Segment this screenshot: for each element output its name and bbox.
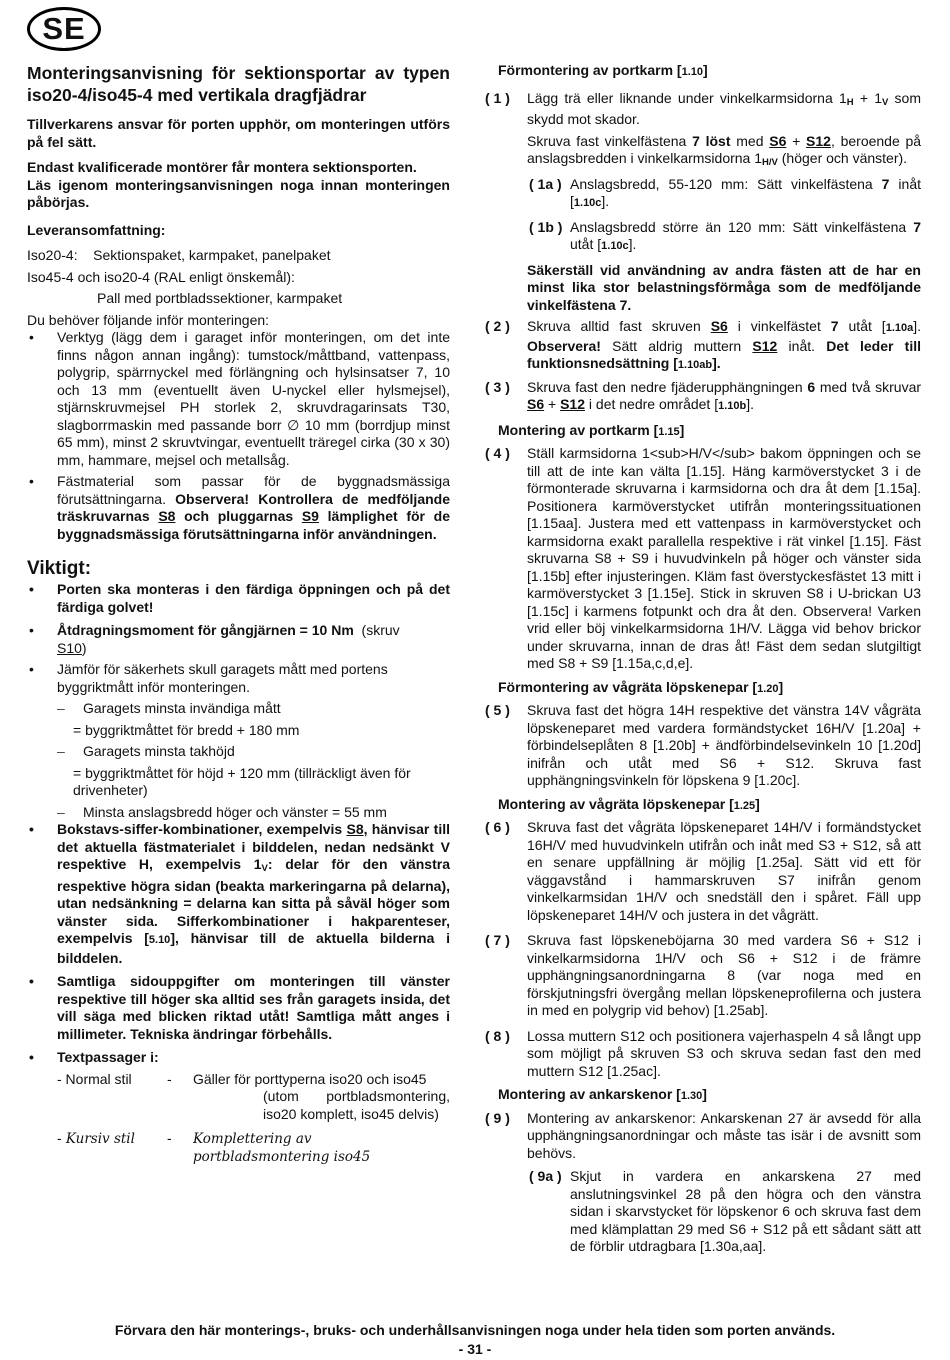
dim-stop-width: – Minsta anslagsbredd höger och vänster = 55 mm: [27, 804, 450, 822]
step-6: ( 6 ) Skruva fast det vågräta löpskeneparet 14H/V i formändstycket 16H/V med huvudvinkeln utifrån och inåt med S3 + S12, så att en senare uppfällning är möjlig [1.25a]. Sätt vid ett för väggavstånd i hammarskruven S7 inifrån genom vinkelkarmsidan 1H/V och snedställ den i spåret. Fäll upp löpskeneparet 14H/V och justera in det vågrätt.: [485, 819, 921, 923]
fastener-bullet: • Fästmaterial som passar för de byggnadsmässiga förutsättningarna. Observera! Kontrollera de medföljande träskruvarnas S8 och pluggarnas S9 lämplighet för de byggnadsmässiga förutsättningarna inför användningen.: [27, 473, 450, 543]
tools-bullet: • Verktyg (lägg dem i garaget inför monteringen, om det inte finns någon annan ingång): tumstock/måttband, vattenpass, polygrip, spärrnyckel med förlängning och hylsinsatser 7, 10 och 13 mm (eventuellt även U-nyckel eller hylsmejsel), stjärnskruvmejsel PH storlek 2, skruvdragarinsats T30, slagborrmaskin med passande borr ∅ 10 mm (borrdjup minst 65 mm), minst 2 skruvtvingar, eventuellt träregel cirka (30 x 30) mm, hammare, mejsel och metallsåg.: [27, 329, 450, 469]
language-badge: SE: [27, 7, 101, 51]
important-item-finished-opening: • Porten ska monteras i den färdiga öppningen och på det färdiga golvet!: [27, 581, 450, 616]
section-frame-premount: Förmontering av portkarm [1.10]: [498, 62, 708, 78]
step-1b: ( 1b ) Anslagsbredd större än 120 mm: Sätt vinkelfästena 7 utåt [1.10c].: [529, 218, 921, 252]
text-style-normal: - Normal stil - Gäller för porttyperna iso20 och iso45 (utom portbladsmontering, iso20 komplett, iso45 delvis): [57, 1070, 450, 1122]
important-item-torque: • Åtdragningsmoment för gångjärnen = 10 Nm (skruv S10): [27, 622, 450, 657]
section-track-premount: Förmontering av vågräta löpskenepar [1.20]: [498, 678, 784, 695]
important-item-codes: • Bokstavs-siffer-kombinationer, exempelvis S8, hänvisar till det aktuella fästmaterialet i bilddelen, nedan nedsänkt V respektive H, exempelvis $1_V$: delar för den vänstra respektive högra sidan (beakta markeringarna på delarna), utan nedsänkning = delarna kan sitta på såväl höger som vänster sida. Sifferkombinationer i hakparenteser, exempelvis [5.10], hänvisar till de aktuella bilderna i bilddelen.: [27, 821, 450, 967]
step-1: ( 1 ) Lägg trä eller liknande under vinkelkarmsidorna $1_H + 1_V$ som skydd mot skador.: [485, 89, 921, 127]
delivery-iso20: Iso20-4: Sektionspaket, karmpaket, panelpaket: [27, 247, 331, 263]
step-2: ( 2 ) Skruva alltid fast skruven S6 i vinkelfästet 7 utåt [1.10a]. Observera! Sätt aldrig muttern S12 inåt. Det leder till funktionsnedsättning [1.10ab].: [485, 318, 922, 371]
section-frame-mount: Montering av portkarm [1.15]: [498, 421, 685, 438]
important-heading: Viktigt:: [27, 558, 92, 579]
delivery-iso45: Iso45-4 och iso20-4 (RAL enligt önskemål):: [27, 268, 295, 285]
right-column: [480, 62, 921, 1256]
section-track-mount: Montering av vågräta löpskenepar [1.25]: [498, 795, 760, 812]
tools-list: [27, 329, 450, 543]
delivery-heading: Leveransomfattning:: [27, 221, 166, 238]
step-7: ( 7 ) Skruva fast löpskeneböjarna 30 med vardera S6 + S12 i vinkelkarmsidorna 1H/V och S6 + S12 i de främre upphängningsanordningarna 8 (var noga med en förskjutningsfri övergång mellan löpskeneprofilerna och justera in med en polygrip vid behov) [1.25ab].: [485, 932, 921, 1018]
intro-read: Läs igenom monteringsanvisningen noga innan monteringen påbörjas.: [27, 176, 450, 210]
document-title: Monteringsanvisning för sektionsportar av typen iso20-4/iso45-4 med vertikala dragfjädrar: [27, 63, 450, 105]
important-item-compare: • Jämför för säkerhets skull garagets mått med portens byggriktmått inför monteringen.: [27, 661, 450, 696]
important-item-text-styles: • Textpassager i:: [27, 1049, 450, 1067]
intro-liability: Tillverkarens ansvar för porten upphör, om monteringen utförs på fel sätt.: [27, 116, 450, 150]
left-column: [27, 62, 450, 1166]
step-5: ( 5 ) Skruva fast det högra 14H respektive det vänstra 14V vågräta löpskeneparet med vardera formändstycket 16H/V [1.20a] + förbindelseplåten 8 [1.20b] + ändförbindelsevinkeln 10 [1.20d] inifrån och utåt med S6 + S12. Skruva fast upphängningsvinkeln för löpskena 9 [1.20c].: [485, 702, 921, 788]
dim-inside-value: = byggriktmåttet för bredd + 180 mm: [73, 721, 300, 738]
important-list-2: [27, 821, 450, 1067]
step-4: ( 4 ) Ställ karmsidorna 1<sub>H/V</sub> bakom öppningen och se till att de inte kan välta [1.15]. Häng karmöverstycket 3 i de förmonterade skruvarna i karmsidorna och dra åt dem [1.15a]. Positionera karmöverstycket utifrån monteringssituationen [1.15aa]. Justera med ett vattenpass in karmöverstycket och karmsidorna exakt parallella respektive i rät vinkel [1.15]. Fäst skruvarna S8 + S9 i huvudvinkeln på höger och vänster sida [1.15b] efter injusteringen. Kläm fast överstyckesfästet 13 mitt i karmöverstycket 3 [1.15e]. Stick in skruven S8 i U-brickan U3 [1.15c] i karmens fotpunkt och dra åt den. Observera! Varken vrid eller böj vinkelkarmsidorna 1H/V. Lägga vid behov brickor under skruvarna, innan de dras åt! Fäst dem sedan slutgiltigt med S8 + S9 [1.15a,c,d,e].: [485, 445, 921, 671]
step-3: ( 3 ) Skruva fast den nedre fjäderupphängningen 6 med två skruvar S6 + S12 i det nedre området [1.10b].: [485, 378, 922, 412]
step-1-text: Skruva fast vinkelfästena 7 löst med S6 + S12, beroende på anslagsbredden i vinkelkarmsidorna $1_{H/V}$ (höger och vänster).: [527, 132, 922, 168]
important-item-sides: • Samtliga sidouppgifter om monteringen till vänster respektive till höger ska alltid ses från garagets insida, det vill säga med blicken riktad utåt! Samtliga mått anges i millimeter. Tekniska ändringar förbehålls.: [27, 973, 450, 1043]
step-1-warning: Säkerställ vid användning av andra fästen att de har en minst lika stor belastningsförmåga som de medföljande vinkelfästena 7.: [527, 261, 921, 313]
text-style-italic: - Kursiv stil - Komplettering av portbladsmontering iso45: [57, 1131, 371, 1165]
step-8: ( 8 ) Lossa muttern S12 och positionera vajerhaspeln 4 så långt upp som möjligt på skruven S3 och skruva sedan fast den med muttern S12 [1.25ac].: [485, 1027, 921, 1079]
delivery-iso45-sub: Pall med portbladssektioner, karmpaket: [97, 290, 343, 306]
page-number: - 31 -: [458, 1341, 492, 1357]
footer-note: Förvara den här monterings-, bruks- och underhållsanvisningen noga under hela tiden som porten används.: [114, 1322, 836, 1338]
step-1a: ( 1a ) Anslagsbredd, 55-120 mm: Sätt vinkelfästena 7 inåt [1.10c].: [529, 175, 921, 209]
section-anchor-rails: Montering av ankarskenor [1.30]: [498, 1086, 707, 1102]
important-list: [27, 581, 450, 696]
step-9: ( 9 ) Montering av ankarskenor: Ankarskenan 27 är avsedd för alla upphängningsanordningar och måste tas isär i de avsnitt som behövs.: [485, 1109, 921, 1161]
step-9a: ( 9a ) Skjut in vardera en ankarskena 27 med anslutningsvinkel 28 på den högra och den vänstra sidan i skarvstycket för löpskenor 6 och skruva fast dem med klämplattan 29 med S6 + S12 på ett sådant sätt att de förblir utdragbara [1.30a,aa].: [529, 1168, 921, 1254]
dim-inside-label: – Garagets minsta invändiga mått: [27, 700, 450, 718]
dim-height-label: – Garagets minsta takhöjd: [27, 743, 450, 761]
intro-qualified: Endast kvalificerade montörer får montera sektionsporten.: [27, 159, 417, 175]
delivery-need: Du behöver följande inför monteringen:: [27, 311, 270, 328]
dim-height-value: = byggriktmåttet för höjd + 120 mm (tillräckligt även för drivenheter): [73, 764, 411, 798]
